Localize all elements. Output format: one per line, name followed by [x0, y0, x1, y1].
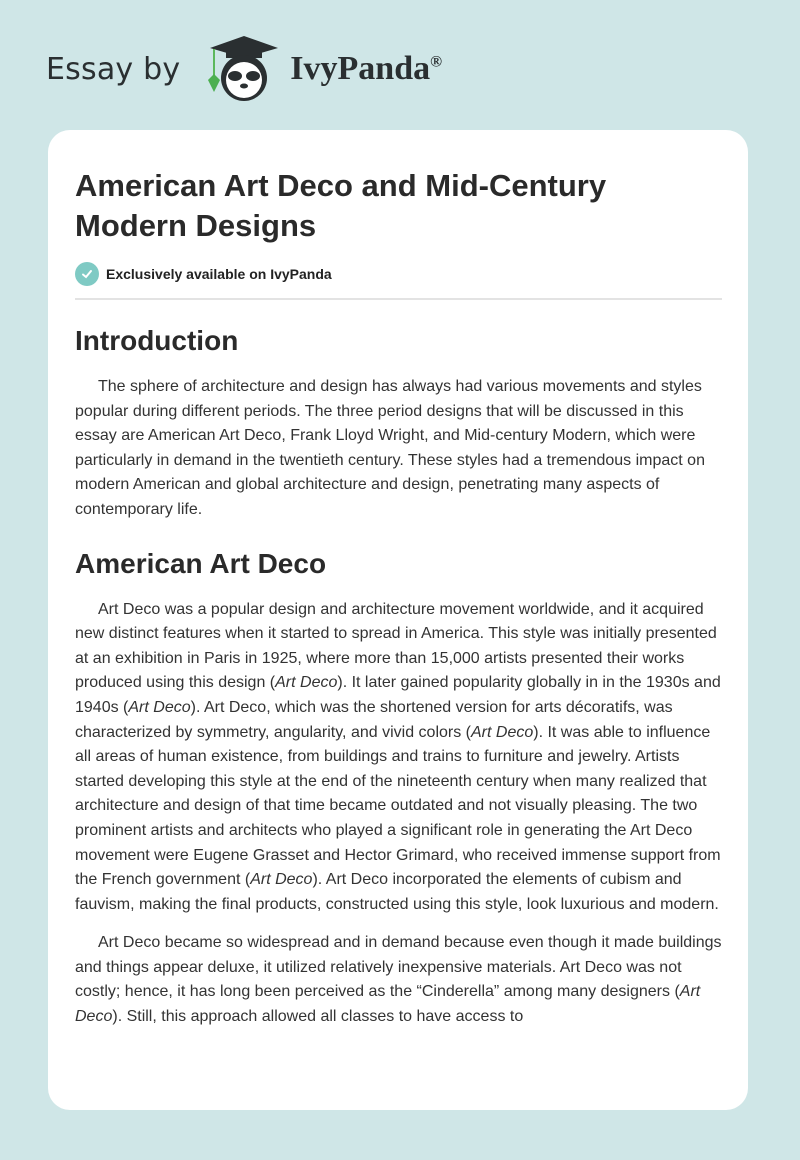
text-segment: ). Art Deco incorporated the elements of cubism and fauvism, making the final products, constructed using this style, look luxurious and modern. — [75, 871, 719, 913]
text-segment: ). Art Deco, which was the shortened version for arts décoratifs, was characterized by symmetry, angularity, and vivid colors ( — [75, 698, 673, 741]
essay-title: American Art Deco and Mid-Century Modern Designs — [75, 168, 607, 243]
ivypanda-logo-icon[interactable] — [198, 34, 282, 104]
text-segment: ). Still, this approach allowed all classes to have access to — [112, 1008, 524, 1026]
paragraph — [75, 598, 727, 918]
divider — [75, 298, 722, 300]
citation: Art Deco — [471, 723, 534, 741]
exclusive-badge — [75, 260, 722, 288]
citation: Art Deco — [128, 698, 191, 716]
section-heading: American Art Deco — [75, 547, 327, 579]
citation: Art Deco — [275, 674, 338, 692]
paragraph — [75, 931, 727, 1029]
brand-text: IvyPanda — [290, 50, 431, 87]
text-segment: ). It later gained popularity globally in in the 1930s and 1940s ( — [75, 674, 721, 716]
text-segment: Art Deco was a popular design and architecture movement worldwide, and it acquired new distinct features when it started to spread in America. This style was initially presented at an exhibition in Paris in 1925, where more than 15,000 artists presented their works produced using this design ( — [75, 600, 717, 692]
section-heading: Introduction — [75, 325, 239, 356]
brand-name — [290, 50, 442, 88]
site-header — [46, 38, 442, 100]
essay-body — [75, 322, 722, 1030]
citation: Art Deco — [75, 983, 701, 1026]
check-circle-icon — [75, 262, 99, 286]
text-segment: ). It was able to influence all areas of human existence, from buildings and trains to furniture and jewelry. Artists started developing this style at the end of the nineteenth century when many realized that architecture and design of that time became outdated and not visually pleasing. The two prominent artists and architects who played a significant role in generating the Art Deco movement were Eugene Grasset and Hector Grimard, who received immense support from the French government ( — [75, 723, 721, 889]
essay-by-label: Essay by — [46, 51, 181, 87]
exclusive-badge-text: Exclusively available on IvyPanda — [106, 266, 332, 282]
citation: Art Deco — [250, 871, 313, 889]
text-segment: Art Deco became so widespread and in demand because even though it made buildings and things appear deluxe, it utilized relatively inexpensive materials. Art Deco was not costly; hence, it has long been perceived as the “Cinderella” among many designers ( — [75, 934, 722, 1001]
essay-card — [48, 130, 748, 1110]
registered-mark: ® — [430, 53, 443, 71]
paragraph — [75, 375, 727, 523]
text-segment: The sphere of architecture and design has always had various movements and styles popular during different periods. The three period designs that will be discussed in this essay are American Art Deco, Frank Lloyd Wright, and Mid-century Modern, which were particularly in demand in the twentieth century. These styles had a tremendous impact on modern American and global architecture and design, penetrating many aspects of contemporary life. — [75, 378, 705, 518]
